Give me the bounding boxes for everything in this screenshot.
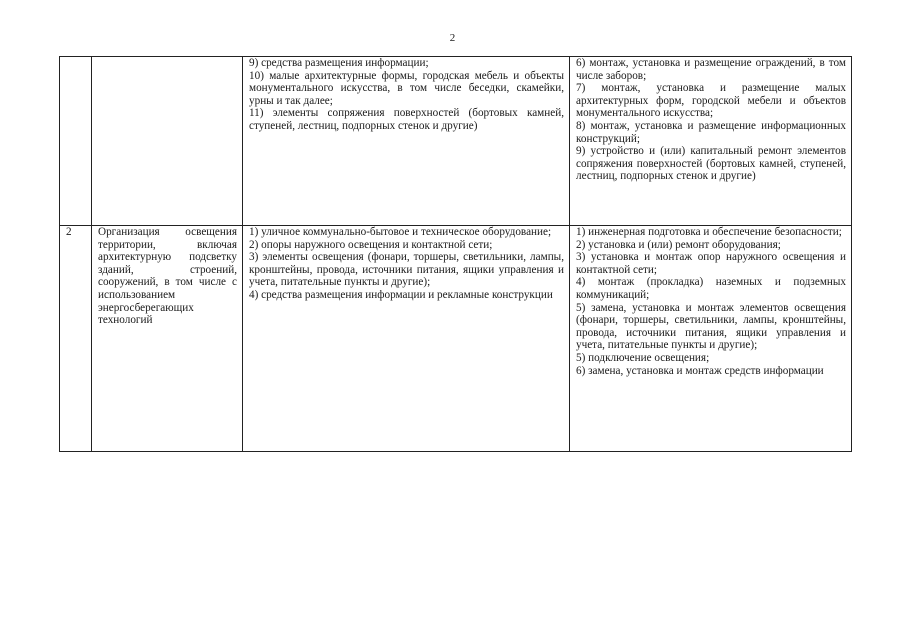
list-item: 5) подключение освещения; <box>576 351 710 364</box>
objects-cell <box>243 226 570 452</box>
list-item: 6) монтаж, установка и размещение ограждений, в том числе заборов; <box>576 57 846 82</box>
table-row <box>60 57 852 226</box>
list-item: 9) средства размещения информации; <box>249 57 429 69</box>
list-item: 11) элементы сопряжения поверхностей (бортовых камней, ступеней, лестниц, подпорных стенок и другие) <box>249 107 564 132</box>
list-item: 2) установка и (или) ремонт оборудования; <box>576 238 781 251</box>
row-number-cell: 2 <box>60 226 92 452</box>
works-cell <box>570 57 852 226</box>
objects-cell <box>243 57 570 226</box>
list-item: 10) малые архитектурные формы, городская мебель и объекты монументального искусства, в том числе беседки, скамейки, урны и так далее; <box>249 69 564 107</box>
row-name-cell: Организация освещения территории, включая архитектурную подсветку зданий, строений, сооружений, в том числе с использованием энергосберегающих технологий <box>92 226 243 452</box>
list-item: 4) средства размещения информации и рекламные конструкции <box>249 288 553 301</box>
table-row <box>60 226 852 452</box>
list-item: 9) устройство и (или) капитальный ремонт элементов сопряжения поверхностей (бортовых камней, ступеней, лестниц, подпорных стенок и другие) <box>576 145 846 183</box>
list-item: 3) элементы освещения (фонари, торшеры, светильники, лампы, кронштейны, провода, источники питания, ящики управления и учета, питательные пункты и другие); <box>249 251 564 289</box>
content-table <box>59 56 852 452</box>
list-item: 4) монтаж (прокладка) наземных и подземных коммуникаций; <box>576 276 846 301</box>
list-item: 7) монтаж, установка и размещение малых архитектурных форм, городской мебели и объектов монументального искусства; <box>576 82 846 120</box>
row-number-cell <box>60 57 92 226</box>
list-item: 2) опоры наружного освещения и контактной сети; <box>249 238 493 251</box>
list-item: 8) монтаж, установка и размещение информационных конструкций; <box>576 119 846 145</box>
row-name-cell <box>92 57 243 226</box>
works-cell <box>570 226 852 452</box>
list-item: 6) замена, установка и монтаж средств информации <box>576 364 824 377</box>
list-item: 3) установка и монтаж опор наружного освещения и контактной сети; <box>576 251 846 276</box>
list-item: 5) замена, установка и монтаж элементов освещения (фонари, торшеры, светильники, лампы, кронштейны, провода, источники питания, ящики управления и учета, питательные пункты и другие); <box>576 301 846 352</box>
list-item: 1) уличное коммунально-бытовое и техническое оборудование; <box>249 226 552 238</box>
page-number: 2 <box>449 32 456 44</box>
list-item: 1) инженерная подготовка и обеспечение безопасности; <box>576 226 842 238</box>
